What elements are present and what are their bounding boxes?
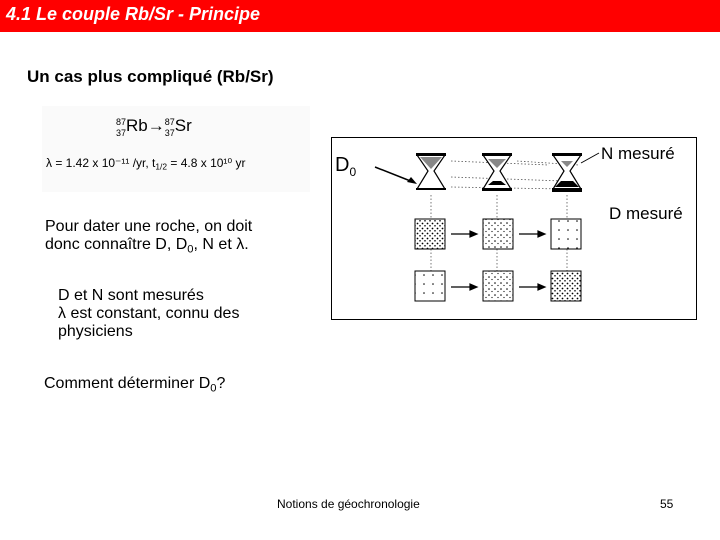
p2-line3: physiciens (58, 323, 133, 340)
decay-formula (42, 106, 310, 192)
sample-square (551, 271, 581, 301)
paragraph-measured (58, 287, 239, 341)
arrow: → (147, 116, 165, 135)
paragraph-dating (45, 218, 252, 254)
diagram-frame (332, 138, 697, 320)
p2-line1: D et N sont mesurés (58, 287, 204, 304)
n-label: N mesuré (601, 144, 675, 163)
decay-diagram (331, 137, 697, 320)
decay-equation (116, 116, 192, 138)
half-life-text: = 4.8 x 10¹⁰ yr (167, 156, 246, 170)
constants-line (46, 156, 246, 170)
lambda-text: λ = 1.42 x 10⁻¹¹ /yr, t (46, 156, 156, 170)
daughter-z: 37 (164, 128, 175, 139)
sample-square (483, 271, 513, 301)
p1-line1: Pour dater une roche, on doit (45, 218, 253, 235)
parent-mass: 87 (116, 117, 127, 128)
slide-title: 4.1 Le couple Rb/Sr - Principe (6, 4, 261, 24)
footer-title: Notions de géochronologie (277, 497, 420, 511)
page-number: 55 (660, 497, 674, 511)
d0-label: $D_0$ (335, 154, 357, 179)
p1-line2: donc connaître D, $D_0$, N et λ. (45, 236, 249, 256)
d-label: D mesuré (609, 204, 683, 223)
sample-square (551, 219, 581, 249)
p2-line2: λ est constant, connu des (58, 305, 240, 322)
paragraph-question: Comment déterminer $D_0$? (44, 375, 226, 395)
sample-square (415, 219, 445, 249)
sample-square (415, 271, 445, 301)
sample-square (483, 219, 513, 249)
parent-z: 37 (116, 128, 127, 139)
slide-subtitle: Un cas plus compliqué (Rb/Sr) (27, 67, 274, 86)
half-sub: 1/2 (155, 161, 168, 172)
daughter-mass: 87 (164, 117, 175, 128)
daughter-symbol: Sr (174, 116, 192, 135)
parent-symbol: Rb (126, 116, 148, 135)
